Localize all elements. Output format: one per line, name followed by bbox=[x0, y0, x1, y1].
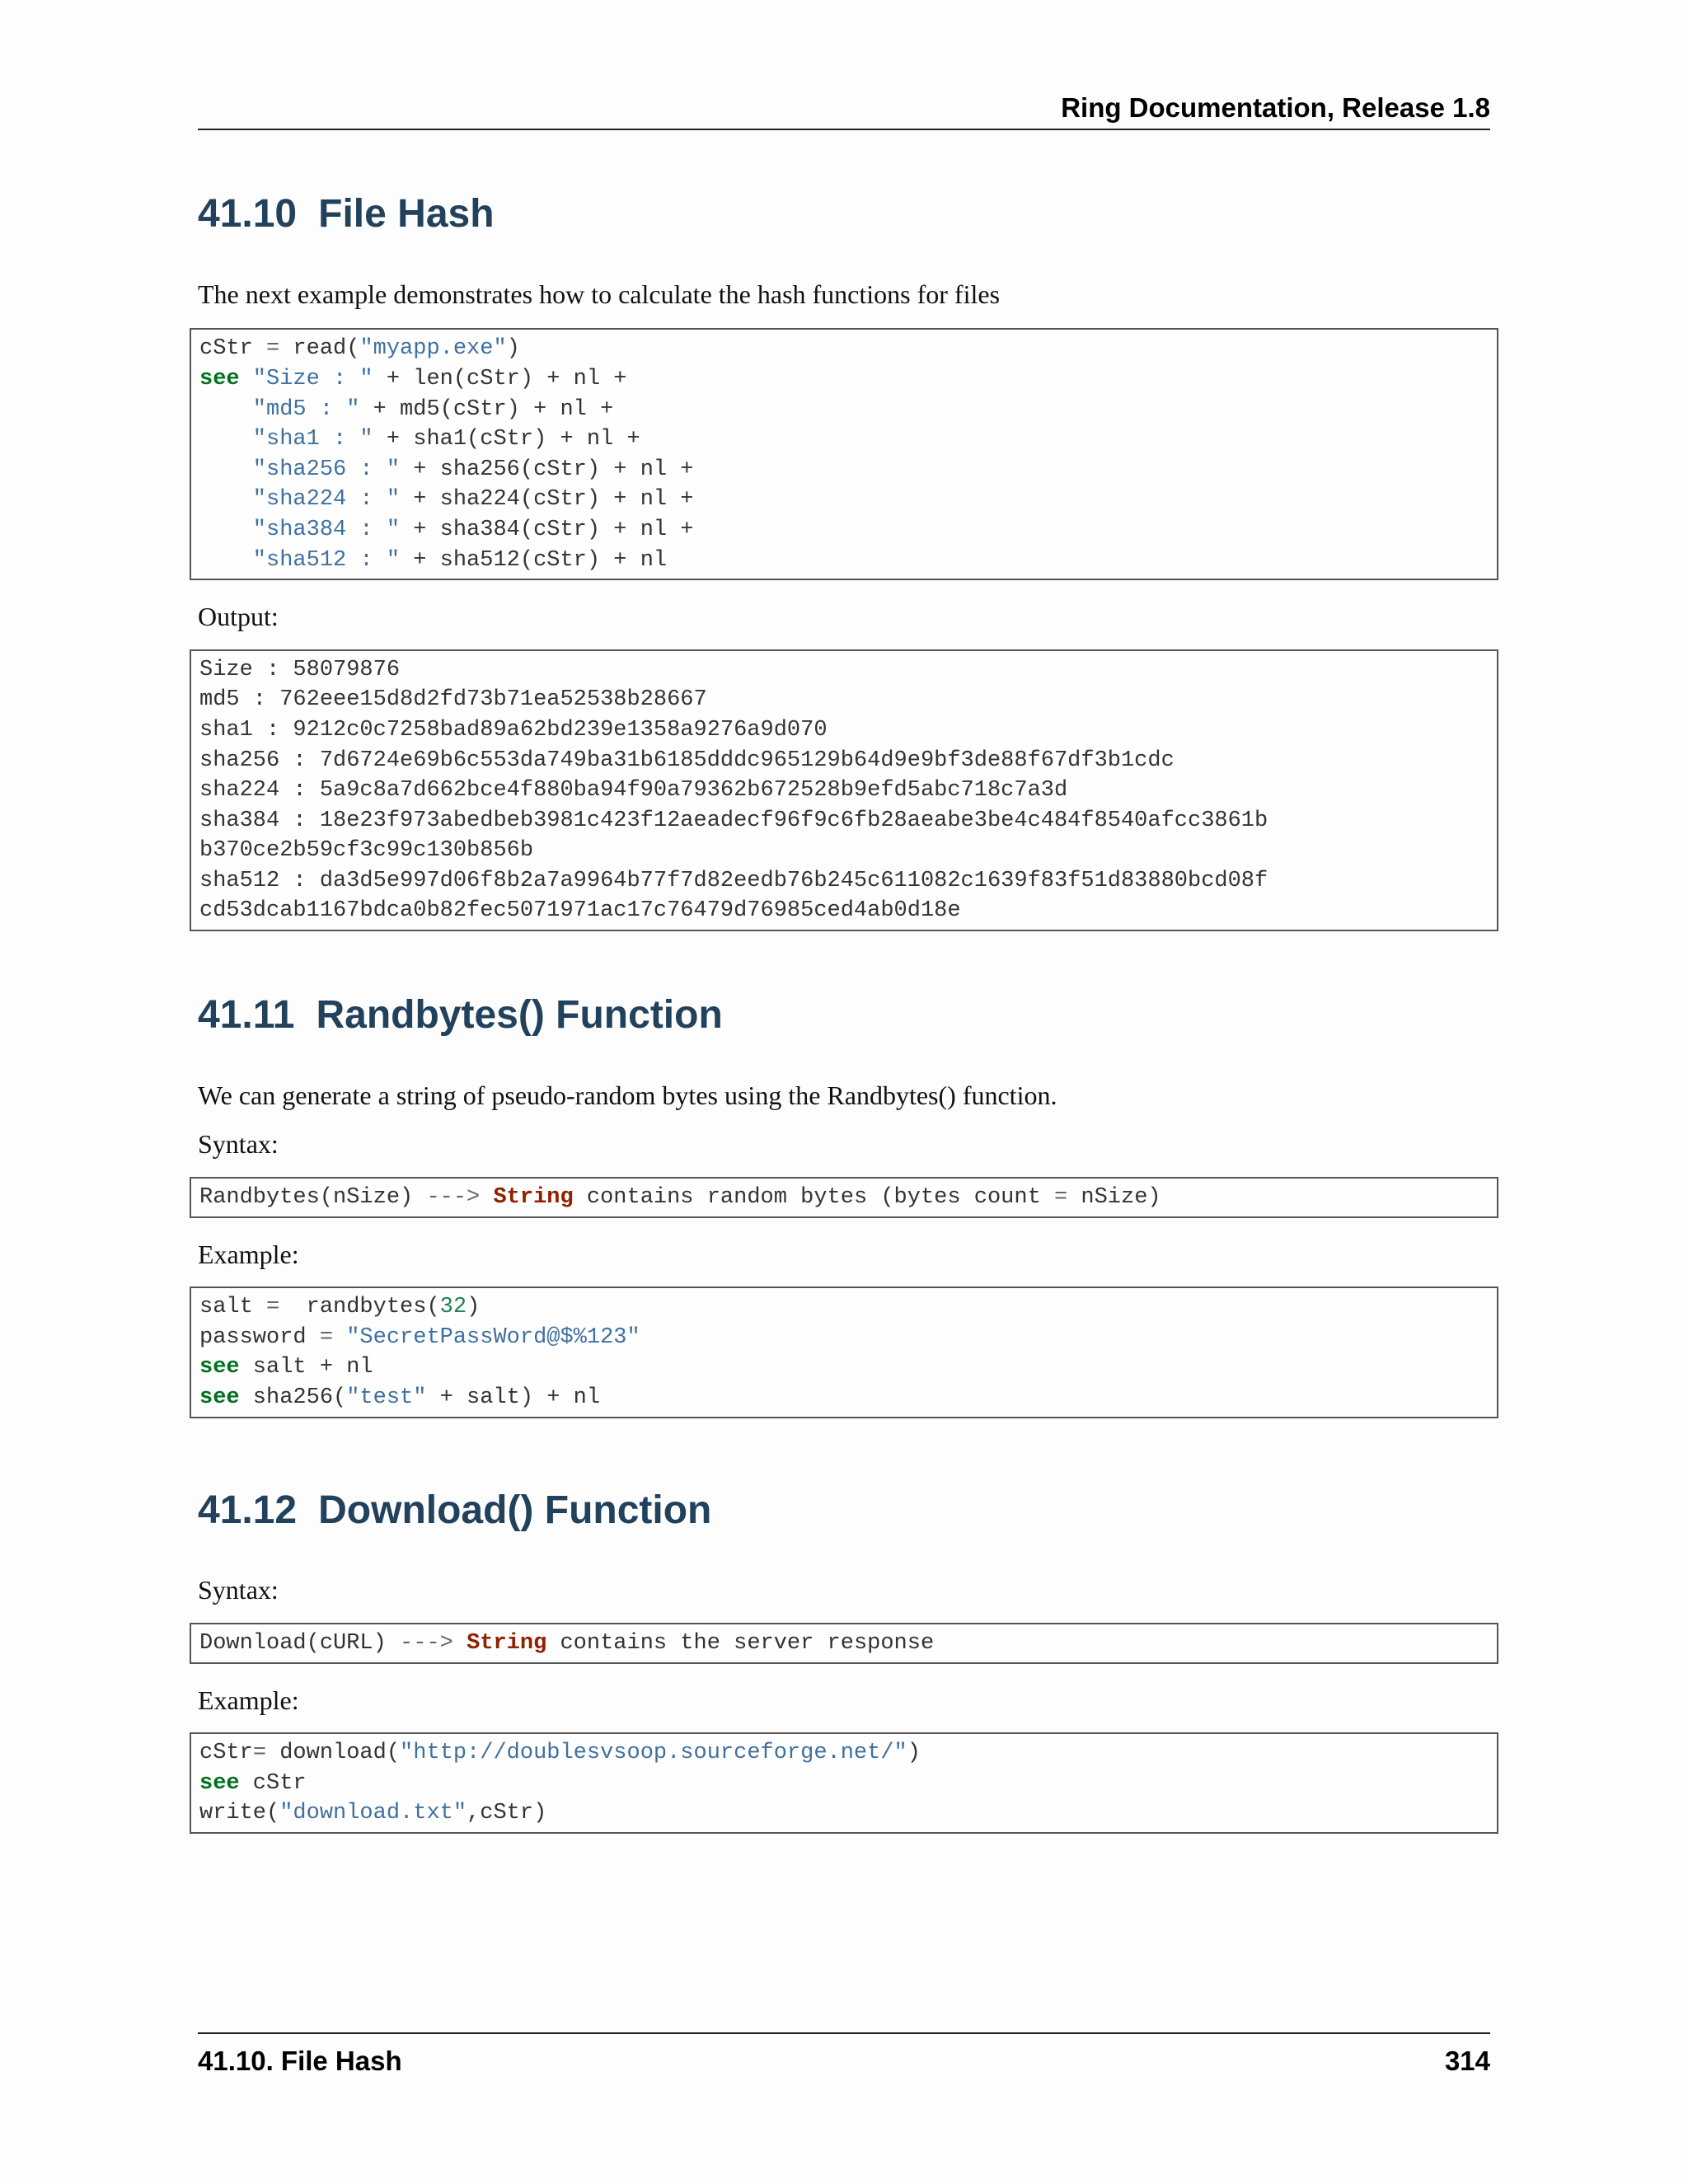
download-example-block: cStr= download("http://doublesvsoop.sourceforge.net/") see cStr write("download.txt",cStr) bbox=[190, 1732, 1498, 1834]
file-hash-intro: The next example demonstrates how to calculate the hash functions for files bbox=[198, 279, 1001, 309]
download-example-label: Example: bbox=[198, 1685, 299, 1715]
section-number: 41.10 bbox=[198, 192, 298, 236]
randbytes-syntax-label: Syntax: bbox=[198, 1129, 279, 1160]
randbytes-example-label: Example: bbox=[198, 1239, 299, 1269]
page-content bbox=[198, 193, 1490, 1834]
randbytes-intro: We can generate a string of pseudo-random bytes using the Randbytes() function. bbox=[198, 1080, 1057, 1110]
section-heading-file-hash bbox=[198, 193, 1490, 237]
output-label: Output: bbox=[198, 602, 279, 632]
page-footer bbox=[198, 2032, 1490, 2077]
running-header bbox=[198, 92, 1490, 130]
randbytes-syntax-block: Randbytes(nSize) ---> String contains random bytes (bytes count = nSize) bbox=[190, 1177, 1498, 1218]
download-syntax-block: Download(cURL) ---> String contains the server response bbox=[190, 1623, 1498, 1664]
file-hash-code-block: cStr = read("myapp.exe") see "Size : " + len(cStr) + nl + "md5 : " + md5(cStr) + nl + "sha1 : " + sha1(cStr) + nl + "sha256 : " + sha256(cStr) + nl + "sha224 : " + sha224(cStr) + nl + "sha384 : " + sha384(cStr) + nl + "sha512 : " + sha512(cStr) + nl bbox=[190, 328, 1498, 580]
page-number: 314 bbox=[1444, 2046, 1490, 2076]
document-page bbox=[198, 0, 1490, 2184]
section-title: Randbytes() Function bbox=[316, 993, 723, 1038]
randbytes-example-block: salt = randbytes(32) password = "SecretPassWord@$%123" see salt + nl see sha256("test" + salt) + nl bbox=[190, 1286, 1498, 1418]
file-hash-output-block: Size : 58079876 md5 : 762eee15d8d2fd73b71ea52538b28667 sha1 : 9212c0c7258bad89a62bd239e1358a9276a9d070 sha256 : 7d6724e69b6c553da749ba31b6185dddc965129b64d9e9bf3de88f67df3b1cdc sha224 : 5a9c8a7d662bce4f880ba94f90a79362b672528b9efd5abc718c7a3d sha384 : 18e23f973abedbeb3981c423f12aeadecf96f9c6fb28aeabe3be4c484f8540afcc3861b b370ce2b59cf3c99c130b856b sha512 : da3d5e997d06f8b2a7a9964b77f7d82eedb76b245c611082c1639f83f51d83880bcd08f cd53dcab1167bdca0b82fec5071971ac17c76479d76985ced4ab0d18e bbox=[190, 649, 1498, 931]
header-title: Ring Documentation, Release 1.8 bbox=[1061, 92, 1490, 123]
section-number: 41.11 bbox=[198, 993, 295, 1038]
section-number: 41.12 bbox=[198, 1488, 298, 1532]
section-heading-randbytes bbox=[198, 994, 1490, 1038]
footer-section: 41.10. File Hash bbox=[198, 2046, 402, 2076]
section-heading-download bbox=[198, 1489, 1490, 1533]
download-syntax-label: Syntax: bbox=[198, 1575, 279, 1605]
section-title: Download() Function bbox=[318, 1488, 712, 1532]
section-title: File Hash bbox=[318, 192, 495, 236]
